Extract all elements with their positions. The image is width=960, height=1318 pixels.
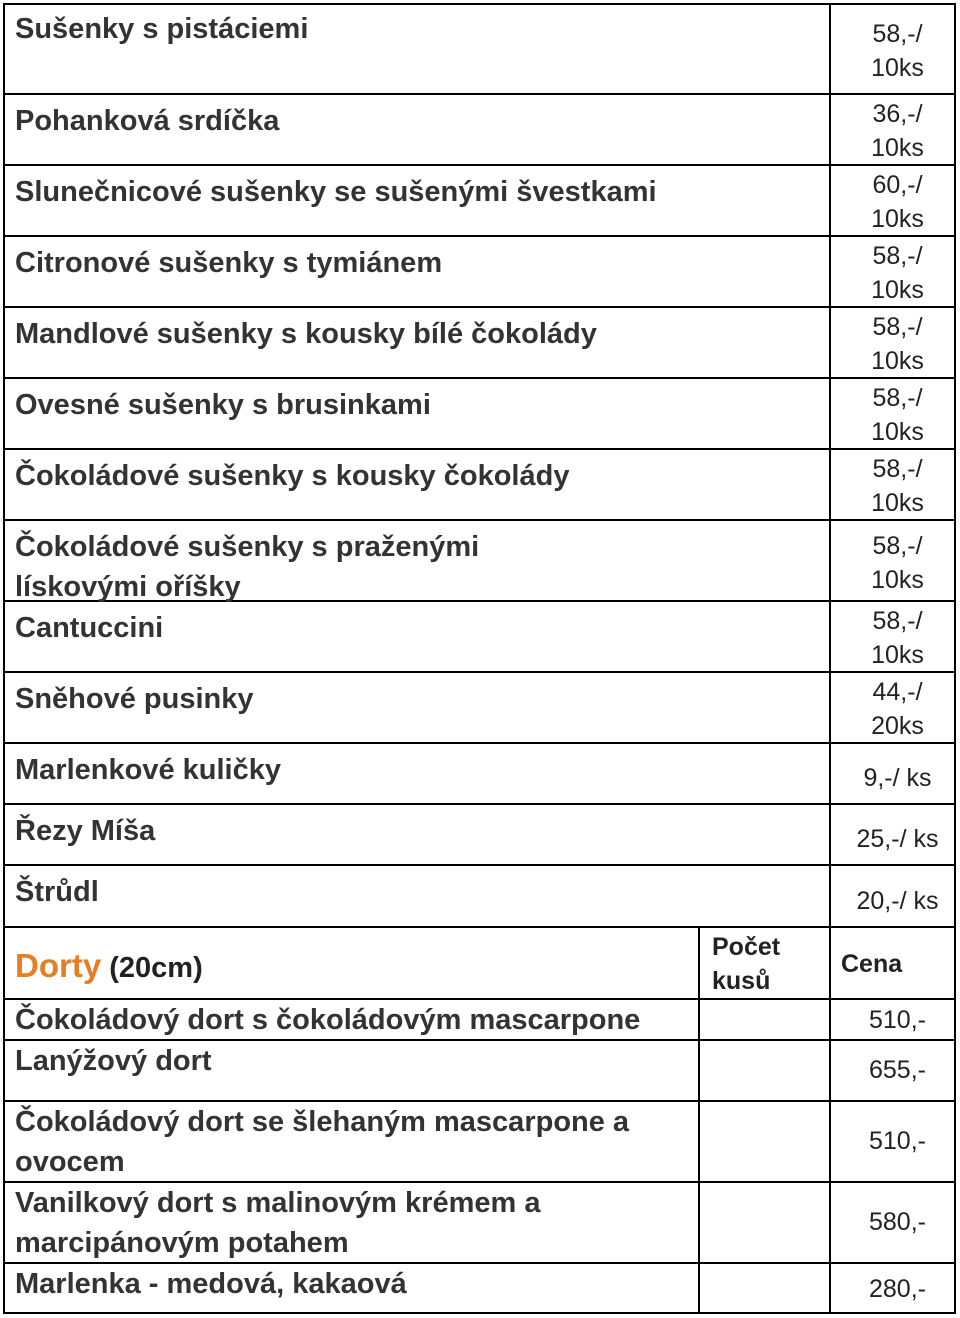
price-cell (831, 237, 956, 308)
product-name: Lanýžový dort (15, 1045, 212, 1077)
price-cell (831, 1183, 956, 1264)
product-name: Marlenka - medová, kakaová (15, 1268, 407, 1300)
price: 580,- (869, 1208, 926, 1236)
section-title (15, 946, 203, 988)
price: 60,-/ 10ks (871, 171, 924, 233)
section-subtitle: (20cm) (101, 952, 203, 984)
product-name: Slunečnicové sušenky se sušenými švestkami (15, 176, 657, 208)
product-name: Čokoládové sušenky s kousky čokolády (15, 460, 570, 492)
table-row (3, 379, 956, 450)
table-row (3, 521, 956, 602)
table-row (3, 3, 956, 95)
count-cell (700, 1183, 831, 1264)
table-row (3, 866, 956, 928)
price-cell (831, 1102, 956, 1183)
product-name: Čokoládové sušenky s praženými lískovými oříšky (15, 531, 480, 603)
product-name-cell (3, 1102, 700, 1183)
price-header: Cena (841, 950, 903, 978)
price-cell (831, 166, 956, 237)
product-name-cell (3, 379, 831, 450)
section-title-cell (3, 928, 700, 1000)
product-name-cell (3, 744, 831, 805)
product-name: Řezy Míša (15, 815, 156, 847)
price-cell (831, 3, 956, 95)
product-name-cell (3, 521, 831, 602)
table-row (3, 805, 956, 866)
price-cell (831, 1264, 956, 1314)
price-cell (831, 521, 956, 602)
count-cell (700, 1000, 831, 1041)
table-row (3, 95, 956, 166)
price-cell (831, 1000, 956, 1041)
price: 25,-/ ks (856, 825, 939, 853)
table-row (3, 308, 956, 379)
product-name-cell (3, 3, 831, 95)
price-cell (831, 805, 956, 866)
product-name-cell (3, 1183, 700, 1264)
price: 20,-/ ks (856, 887, 939, 915)
product-name: Štrůdl (15, 876, 99, 908)
table-row (3, 1264, 956, 1314)
product-name-cell (3, 1041, 700, 1102)
table-row (3, 1041, 956, 1102)
price: 44,-/ 20ks (871, 678, 924, 740)
product-name: Marlenkové kuličky (15, 754, 281, 786)
price: 58,-/ 10ks (871, 607, 924, 669)
price-cell (831, 1041, 956, 1102)
price: 58,-/ 10ks (871, 384, 924, 446)
price: 9,-/ ks (863, 764, 932, 792)
table-row (3, 237, 956, 308)
product-name-cell (3, 1264, 700, 1314)
price: 58,-/ 10ks (871, 455, 924, 517)
product-name-cell (3, 308, 831, 379)
table-row (3, 450, 956, 521)
price-cell (831, 744, 956, 805)
product-name: Mandlové sušenky s kousky bílé čokolády (15, 318, 597, 350)
product-name-cell (3, 1000, 700, 1041)
product-name: Sněhové pusinky (15, 683, 254, 715)
price-cell (831, 673, 956, 744)
count-cell (700, 1102, 831, 1183)
product-name-cell (3, 95, 831, 166)
section-header-row (3, 928, 956, 1000)
price: 58,-/ 10ks (871, 313, 924, 375)
price-cell (831, 866, 956, 928)
product-name-cell (3, 450, 831, 521)
product-name: Čokoládový dort se šlehaným mascarpone a ovocem (15, 1106, 630, 1178)
product-name-cell (3, 805, 831, 866)
price: 58,-/ 10ks (871, 242, 924, 304)
count-header: Počet kusů (712, 933, 781, 995)
product-name: Čokoládový dort s čokoládovým mascarpone (15, 1004, 641, 1036)
price: 655,- (869, 1056, 926, 1084)
price: 280,- (869, 1275, 926, 1303)
product-name: Ovesné sušenky s brusinkami (15, 389, 431, 421)
price-cell (831, 308, 956, 379)
price: 510,- (869, 1006, 926, 1034)
table-row (3, 1000, 956, 1041)
table-row (3, 673, 956, 744)
price-header-cell (831, 928, 956, 1000)
product-name-cell (3, 602, 831, 673)
table-row (3, 1102, 956, 1183)
price-cell (831, 95, 956, 166)
price: 36,-/ 10ks (871, 100, 924, 162)
product-name: Citronové sušenky s tymiánem (15, 247, 443, 279)
count-cell (700, 1041, 831, 1102)
price-cell (831, 602, 956, 673)
table-row (3, 744, 956, 805)
product-name-cell (3, 166, 831, 237)
price: 510,- (869, 1127, 926, 1155)
price-cell (831, 379, 956, 450)
section-title-accent: Dorty (15, 947, 102, 984)
product-name-cell (3, 866, 831, 928)
price: 58,-/ 10ks (871, 20, 924, 82)
product-name: Vanilkový dort s malinovým krémem a marcipánovým potahem (15, 1187, 541, 1259)
table-row (3, 166, 956, 237)
count-cell (700, 1264, 831, 1314)
product-name-cell (3, 673, 831, 744)
product-name: Cantuccini (15, 612, 164, 644)
count-header-cell (700, 928, 831, 1000)
price: 58,-/ 10ks (871, 532, 924, 594)
table-row (3, 1183, 956, 1264)
product-name-cell (3, 237, 831, 308)
product-name: Pohanková srdíčka (15, 105, 280, 137)
product-name: Sušenky s pistáciemi (15, 13, 309, 45)
price-cell (831, 450, 956, 521)
table-row (3, 602, 956, 673)
